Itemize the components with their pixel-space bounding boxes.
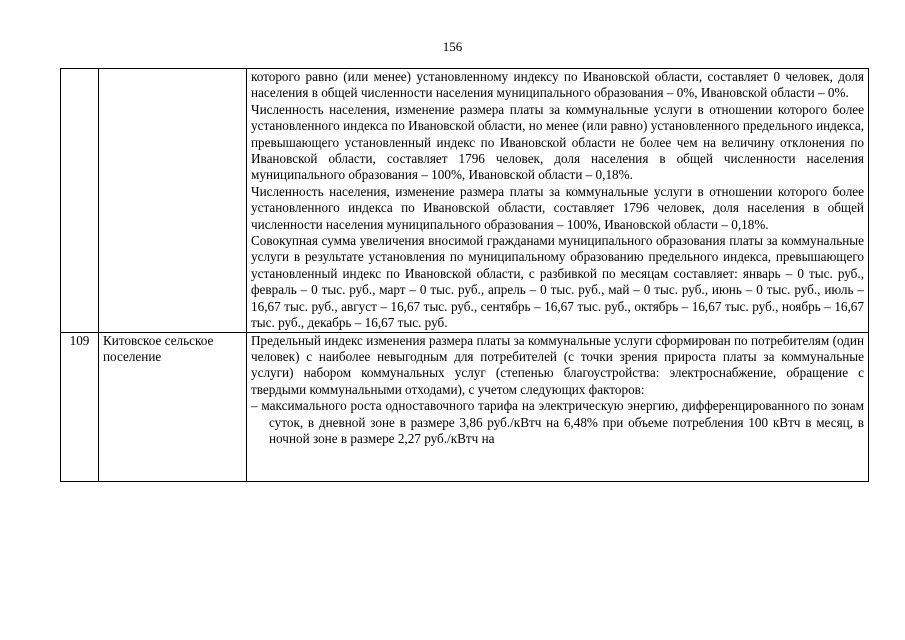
- paragraph: Численность населения, изменение размера платы за коммунальные услуги в отношении которого более установленного индекса по Ивановской области, но менее (или равно) установленного предельного индекса, превышающего установленный индекс по Ивановской области не более чем на величину отклонения по Ивановской области, составляет 1796 человек, доля населения в общей численности населения муниципального образования – 100%, Ивановской области – 0,18%.: [251, 101, 864, 183]
- tariff-table: [60, 68, 869, 482]
- paragraph: Предельный индекс изменения размера платы за коммунальные услуги сформирован по потребителям (один человек) с наиболее невыгодным для потребителей (с точки зрения прироста платы за коммунальные услуги) набором коммунальных услуг (степенью благоустройства: электроснабжение, обращение с твердыми коммунальными отходами), с учетом следующих факторов:: [251, 332, 864, 397]
- description-cell: [247, 69, 869, 333]
- row-number-cell: 109: [61, 332, 99, 481]
- description-text: [251, 333, 864, 481]
- municipality-name-cell: Китовское сельское поселение: [99, 332, 247, 481]
- paragraph: Совокупная сумма увеличения вносимой гражданами муниципального образования платы за коммунальные услуги в результате установления по муниципальному образованию предельного индекса, превышающего установленный индекс по Ивановской области, с разбивкой по месяцам составляет: январь – 0 тыс. руб., февраль – 0 тыс. руб., март – 0 тыс. руб., апрель – 0 тыс. руб., май – 0 тыс. руб., июнь – 0 тыс. руб., июль – 16,67 тыс. руб., август – 16,67 тыс. руб., сентябрь – 16,67 тыс. руб., октябрь – 16,67 тыс. руб., ноябрь – 16,67 тыс. руб., декабрь – 16,67 тыс. руб.: [251, 233, 864, 331]
- list-item: – максимального роста одноставочного тарифа на электрическую энергию, дифференцированного по зонам суток, в дневной зоне в размере 3,86 руб./кВтч на 6,48% при объеме потребления 100 кВтч в месяц, в ночной зоне в размере 2,27 руб./кВтч на: [251, 398, 864, 446]
- municipality-name-cell: [99, 69, 247, 333]
- page-number: 156: [442, 39, 463, 54]
- table-row: [61, 332, 869, 481]
- paragraph: которого равно (или менее) установленному индексу по Ивановской области, составляет 0 человек, доля населения в общей численности населения муниципального образования – 0%, Ивановской области – 0%.: [251, 69, 864, 101]
- description-cell: [247, 332, 869, 481]
- paragraph: Численность населения, изменение размера платы за коммунальные услуги в отношении которого более установленного индекса по Ивановской области, составляет 1796 человек, доля населения в общей численности населения муниципального образования – 100%, Ивановской области – 0,18%.: [251, 183, 864, 232]
- row-number-cell: [61, 69, 99, 333]
- table-row: [61, 69, 869, 333]
